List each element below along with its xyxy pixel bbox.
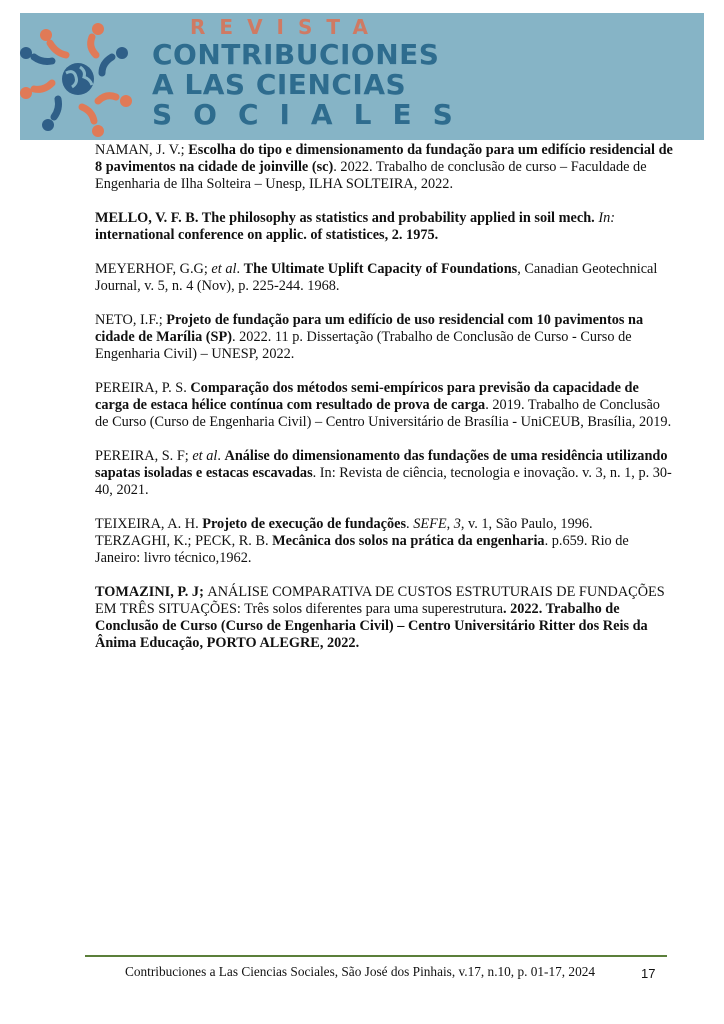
brand-line-1: CONTRIBUCIONES [152,38,440,71]
reference-text: MELLO, V. F. B. The philosophy as statistics and probability applied in soil mech. [95,210,599,226]
people-circle-globe-icon [20,13,140,140]
reference-text: . 2022. Trabalho de Conclusão de Curso (Curso de Engenharia Civil) – Centro Universitário Ritter dos Reis da Ânima Educação, PORTO ALEGRE, 2022. [95,601,648,651]
reference-text: . 2022. Trabalho de conclusão de curso – Faculdade de Engenharia de Ilha Solteira – Unesp, ILHA SOLTEIRA, 2022. [95,159,647,192]
journal-header-banner [20,13,704,140]
reference-text: SEFE [413,516,447,532]
reference-list [95,142,675,669]
reference-text: . 2022. 11 p. Dissertação (Trabalho de Conclusão de Curso - Curso de Engenharia Civil) – UNESP, 2022. [95,329,632,362]
footer-divider [85,955,667,957]
brand-top-label: REVISTA [190,15,382,39]
reference-text: international conference on applic. of statistices, 2. 1975. [95,227,439,243]
reference-text: . In: Revista de ciência, tecnologia e inovação. v. 3, n. 1, p. 30-40, 2021. [95,465,672,498]
journal-title [152,17,474,131]
reference-text: et al [211,261,237,277]
reference-text: PEREIRA, P. S. [95,380,191,396]
reference-text: In: [598,210,615,226]
reference-text: TEIXEIRA, A. H. [95,516,203,532]
reference-text: Mecânica dos solos na prática da engenharia [272,533,545,549]
reference-text: The Ultimate Uplift Capacity of Foundations [243,261,518,277]
reference-entry [95,312,675,363]
reference-entry [95,142,675,193]
reference-text: , v. 1, São Paulo, 1996. [460,516,593,532]
reference-text: TERZAGHI, K.; PECK, R. B. [95,533,273,549]
reference-text: . [217,448,225,464]
footer-citation: Contribuciones a Las Ciencias Sociales, São José dos Pinhais, v.17, n.10, p. 01-17, 2024 [125,964,596,979]
page-number: 17 [641,966,656,981]
reference-entry [95,261,675,295]
reference-text: PEREIRA, S. F; [95,448,193,464]
reference-text: , Canadian Geotechnical Journal, v. 5, n. 4 (Nov), p. 225-244. 1968. [95,261,658,294]
reference-text: Projeto de execução de fundações [202,516,407,532]
reference-text: Comparação dos métodos semi-empíricos para previsão da capacidade de carga de estaca hélice contínua com resultado de prova de carga [95,380,639,413]
reference-entry [95,380,675,431]
reference-text: . [406,516,414,532]
brand-line-3: SOCIALES [152,98,474,131]
reference-text: Escolha do tipo e dimensionamento da fundação para um edifício residencial de 8 pavimentos na cidade de joinville (sc) [95,142,673,175]
reference-entry [95,448,675,499]
reference-entry [95,210,675,244]
reference-text: NAMAN, J. V.; [95,142,189,158]
reference-text: . 2019. Trabalho de Conclusão de Curso (Curso de Engenharia Civil) – Centro Universitário de Brasília - UniCEUB, Brasília, 2019. [95,397,672,430]
reference-text: Análise do dimensionamento das fundações de uma residência utilizando sapatas isoladas e estacas escavadas [95,448,668,481]
reference-text: Projeto de fundação para um edifício de uso residencial com 10 pavimentos na cidade de Marília (SP) [95,312,644,345]
reference-text: et al [192,448,218,464]
reference-text: MEYERHOF, G.G; [95,261,212,277]
reference-text: ANÁLISE COMPARATIVA DE CUSTOS ESTRUTURAIS DE FUNDAÇÕES EM TRÊS SITUAÇÕES: Três solos diferentes para uma superestrutura [95,584,665,617]
reference-text: . [236,261,244,277]
reference-text: TOMAZINI, P. J; [95,584,208,600]
reference-text: NETO, I.F.; [95,312,167,328]
brand-line-2: A LAS CIENCIAS [152,68,407,101]
reference-entry [95,533,675,567]
reference-text: 3 [453,516,461,532]
reference-text: . p.659. Rio de Janeiro: livro técnico,1962. [95,533,629,566]
reference-entry [95,584,675,652]
reference-text: , [446,516,454,532]
reference-entry [95,516,675,533]
